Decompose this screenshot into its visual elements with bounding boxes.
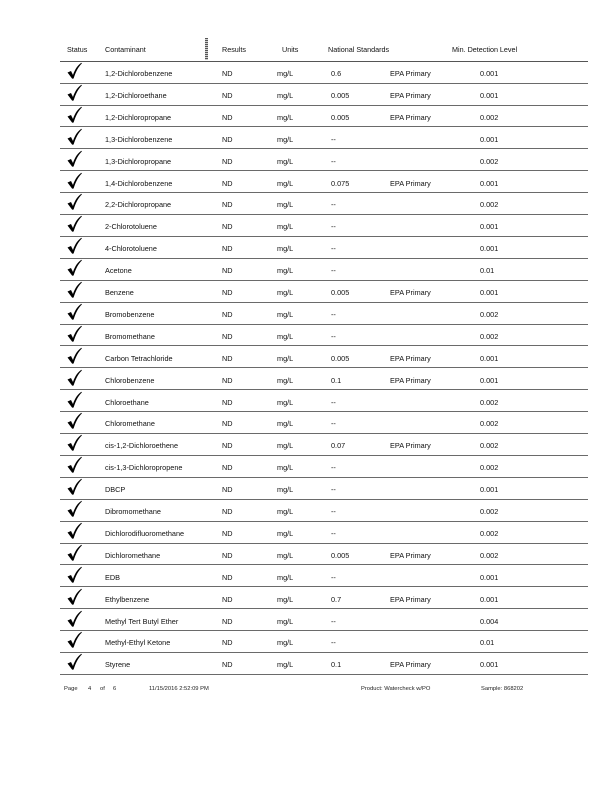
contaminant-cell: 4-Chlorotoluene bbox=[105, 244, 157, 254]
contaminant-cell: 2-Chlorotoluene bbox=[105, 222, 157, 232]
contaminant-cell: Styrene bbox=[105, 660, 131, 670]
result-cell: ND bbox=[222, 594, 233, 604]
contaminant-cell: 1,2-Dichloropropane bbox=[105, 112, 172, 122]
units-cell: mg/L bbox=[277, 419, 294, 429]
units-cell: mg/L bbox=[277, 616, 294, 626]
table-row bbox=[0, 106, 612, 128]
mdl-cell: 0.001 bbox=[480, 660, 499, 670]
mdl-cell: 0.002 bbox=[480, 507, 499, 516]
table-row bbox=[0, 347, 612, 369]
checkmark-icon bbox=[66, 544, 82, 562]
units-cell: mg/L bbox=[277, 463, 294, 473]
table-row bbox=[0, 237, 612, 259]
mdl-cell: 0.001 bbox=[480, 485, 499, 495]
mdl-cell: 0.001 bbox=[480, 69, 499, 78]
contaminant-cell: DBCP bbox=[105, 485, 126, 495]
table-row bbox=[0, 500, 612, 522]
contaminant-cell: Dichloromethane bbox=[105, 550, 161, 560]
standard-cell: 0.005 bbox=[331, 288, 350, 297]
units-cell: mg/L bbox=[277, 156, 294, 166]
units-cell: mg/L bbox=[277, 660, 294, 670]
mdl-cell: 0.002 bbox=[480, 397, 499, 407]
table-row bbox=[0, 610, 612, 632]
checkmark-icon bbox=[66, 193, 82, 211]
standard-cell: 0.07 bbox=[331, 441, 346, 451]
table-row bbox=[0, 544, 612, 566]
standard-cell: -- bbox=[331, 156, 336, 166]
checkmark-icon bbox=[66, 456, 82, 474]
units-cell: mg/L bbox=[277, 375, 294, 385]
checkmark-icon bbox=[66, 522, 82, 540]
checkmark-icon bbox=[66, 259, 82, 277]
mdl-cell: 0.002 bbox=[480, 112, 499, 122]
standard-cell: -- bbox=[331, 266, 336, 276]
mdl-cell: 0.01 bbox=[480, 266, 495, 276]
mdl-cell: 0.001 bbox=[480, 178, 499, 188]
result-cell: ND bbox=[222, 309, 233, 319]
checkmark-icon bbox=[66, 347, 82, 365]
result-cell: ND bbox=[222, 112, 233, 122]
result-cell: ND bbox=[222, 375, 233, 385]
result-cell: ND bbox=[222, 178, 233, 188]
standard-cell: 0.7 bbox=[331, 594, 342, 604]
contaminant-cell: Methyl Tert Butyl Ether bbox=[105, 616, 179, 626]
standard-cell: -- bbox=[331, 397, 336, 407]
result-cell: ND bbox=[222, 463, 233, 473]
result-cell: ND bbox=[222, 266, 233, 276]
result-cell: ND bbox=[222, 331, 233, 341]
table-row bbox=[0, 128, 612, 150]
table-row bbox=[0, 456, 612, 478]
contaminant-cell: 1,4-Dichlorobenzene bbox=[105, 178, 173, 188]
standard-cell: -- bbox=[331, 309, 336, 319]
result-cell: ND bbox=[222, 90, 233, 100]
table-row bbox=[0, 588, 612, 610]
footer-product: Product: Watercheck w/PO bbox=[361, 686, 431, 692]
table-row bbox=[0, 193, 612, 215]
agency-cell: EPA Primary bbox=[390, 90, 431, 100]
result-cell: ND bbox=[222, 638, 233, 648]
agency-cell: EPA Primary bbox=[390, 441, 431, 451]
standard-cell: 0.6 bbox=[331, 69, 342, 78]
contaminant-cell: 2,2-Dichloropropane bbox=[105, 200, 172, 210]
units-cell: mg/L bbox=[277, 397, 294, 407]
standard-cell: 0.005 bbox=[331, 353, 350, 363]
result-cell: ND bbox=[222, 616, 233, 626]
units-cell: mg/L bbox=[277, 485, 294, 495]
units-cell: mg/L bbox=[277, 112, 294, 122]
contaminant-cell: Ethylbenzene bbox=[105, 594, 150, 604]
footer-sample: Sample: 868202 bbox=[481, 686, 524, 692]
header-national-standards: National Standards bbox=[328, 45, 390, 54]
row-divider bbox=[60, 674, 588, 675]
units-cell: mg/L bbox=[277, 178, 294, 188]
contaminant-cell: Chlorobenzene bbox=[105, 375, 155, 385]
result-cell: ND bbox=[222, 485, 233, 495]
result-cell: ND bbox=[222, 550, 233, 560]
result-cell: ND bbox=[222, 222, 233, 232]
agency-cell: EPA Primary bbox=[390, 594, 431, 604]
checkmark-icon bbox=[66, 369, 82, 387]
table-row bbox=[0, 259, 612, 281]
standard-cell: -- bbox=[331, 572, 336, 582]
result-cell: ND bbox=[222, 288, 233, 297]
header-min-detection-level: Min. Detection Level bbox=[452, 45, 518, 54]
checkmark-icon bbox=[66, 434, 82, 452]
footer-of-label: of bbox=[100, 686, 105, 692]
table-row bbox=[0, 303, 612, 325]
table-row bbox=[0, 281, 612, 303]
mdl-cell: 0.001 bbox=[480, 353, 499, 363]
mdl-cell: 0.002 bbox=[480, 200, 499, 210]
units-cell: mg/L bbox=[277, 309, 294, 319]
agency-cell: EPA Primary bbox=[390, 550, 431, 560]
table-row bbox=[0, 172, 612, 194]
checkmark-icon bbox=[66, 412, 82, 430]
checkmark-icon bbox=[66, 128, 82, 146]
contaminant-cell: Bromomethane bbox=[105, 331, 155, 341]
standard-cell: -- bbox=[331, 419, 336, 429]
checkmark-icon bbox=[66, 106, 82, 124]
contaminant-cell: Benzene bbox=[105, 288, 134, 297]
contaminant-cell: cis-1,3-Dichloropropene bbox=[105, 463, 183, 473]
standard-cell: -- bbox=[331, 528, 336, 538]
standard-cell: -- bbox=[331, 638, 336, 648]
standard-cell: -- bbox=[331, 331, 336, 341]
units-cell: mg/L bbox=[277, 572, 294, 582]
agency-cell: EPA Primary bbox=[390, 288, 431, 297]
result-cell: ND bbox=[222, 660, 233, 670]
scan-marker bbox=[205, 38, 208, 60]
checkmark-icon bbox=[66, 391, 82, 409]
mdl-cell: 0.004 bbox=[480, 616, 499, 626]
checkmark-icon bbox=[66, 588, 82, 606]
table-row bbox=[0, 653, 612, 675]
header-contaminant: Contaminant bbox=[105, 45, 146, 54]
checkmark-icon bbox=[66, 653, 82, 671]
checkmark-icon bbox=[66, 631, 82, 649]
contaminant-cell: 1,3-Dichlorobenzene bbox=[105, 134, 173, 144]
contaminant-cell: EDB bbox=[105, 572, 121, 582]
mdl-cell: 0.002 bbox=[480, 331, 499, 341]
contaminant-cell: Chloroethane bbox=[105, 397, 149, 407]
standard-cell: 0.005 bbox=[331, 550, 350, 560]
standard-cell: 0.075 bbox=[331, 178, 350, 188]
units-cell: mg/L bbox=[277, 594, 294, 604]
mdl-cell: 0.001 bbox=[480, 90, 499, 100]
standard-cell: -- bbox=[331, 200, 336, 210]
result-cell: ND bbox=[222, 572, 233, 582]
units-cell: mg/L bbox=[277, 288, 294, 297]
footer-page-number: 4 bbox=[88, 686, 92, 692]
checkmark-icon bbox=[66, 62, 82, 80]
units-cell: mg/L bbox=[277, 222, 294, 232]
contaminant-cell: Methyl-Ethyl Ketone bbox=[105, 638, 171, 648]
checkmark-icon bbox=[66, 566, 82, 584]
standard-cell: -- bbox=[331, 222, 336, 232]
mdl-cell: 0.002 bbox=[480, 528, 499, 538]
mdl-cell: 0.01 bbox=[480, 638, 495, 648]
table-row bbox=[0, 522, 612, 544]
mdl-cell: 0.002 bbox=[480, 550, 499, 560]
table-row bbox=[0, 391, 612, 413]
checkmark-icon bbox=[66, 610, 82, 628]
result-cell: ND bbox=[222, 200, 233, 210]
checkmark-icon bbox=[66, 478, 82, 496]
units-cell: mg/L bbox=[277, 528, 294, 538]
units-cell: mg/L bbox=[277, 331, 294, 341]
agency-cell: EPA Primary bbox=[390, 375, 431, 385]
agency-cell: EPA Primary bbox=[390, 353, 431, 363]
contaminant-cell: Dichlorodifluoromethane bbox=[105, 528, 185, 538]
contaminant-cell: 1,3-Dichloropropane bbox=[105, 156, 172, 166]
standard-cell: -- bbox=[331, 463, 336, 473]
contaminant-cell: Dibromomethane bbox=[105, 507, 161, 516]
standard-cell: 0.1 bbox=[331, 660, 342, 670]
units-cell: mg/L bbox=[277, 244, 294, 254]
units-cell: mg/L bbox=[277, 353, 294, 363]
footer-page-total: 6 bbox=[113, 686, 117, 692]
table-row bbox=[0, 478, 612, 500]
units-cell: mg/L bbox=[277, 134, 294, 144]
mdl-cell: 0.001 bbox=[480, 244, 499, 254]
standard-cell: -- bbox=[331, 616, 336, 626]
agency-cell: EPA Primary bbox=[390, 178, 431, 188]
mdl-cell: 0.001 bbox=[480, 222, 499, 232]
units-cell: mg/L bbox=[277, 638, 294, 648]
checkmark-icon bbox=[66, 215, 82, 233]
footer-page-label: Page bbox=[64, 686, 78, 692]
mdl-cell: 0.001 bbox=[480, 572, 499, 582]
contaminant-cell: Acetone bbox=[105, 266, 132, 276]
standard-cell: 0.005 bbox=[331, 112, 350, 122]
checkmark-icon bbox=[66, 84, 82, 102]
table-row bbox=[0, 62, 612, 84]
mdl-cell: 0.002 bbox=[480, 309, 499, 319]
header-results: Results bbox=[222, 45, 246, 54]
result-cell: ND bbox=[222, 353, 233, 363]
standard-cell: -- bbox=[331, 507, 336, 516]
table-row bbox=[0, 566, 612, 588]
table-row bbox=[0, 434, 612, 456]
result-cell: ND bbox=[222, 507, 233, 516]
agency-cell: EPA Primary bbox=[390, 69, 431, 78]
header-units: Units bbox=[282, 45, 299, 54]
mdl-cell: 0.002 bbox=[480, 419, 499, 429]
units-cell: mg/L bbox=[277, 507, 294, 516]
result-cell: ND bbox=[222, 397, 233, 407]
result-cell: ND bbox=[222, 441, 233, 451]
units-cell: mg/L bbox=[277, 200, 294, 210]
standard-cell: -- bbox=[331, 244, 336, 254]
checkmark-icon bbox=[66, 325, 82, 343]
mdl-cell: 0.002 bbox=[480, 156, 499, 166]
standard-cell: 0.1 bbox=[331, 375, 342, 385]
mdl-cell: 0.001 bbox=[480, 594, 499, 604]
header-status: Status bbox=[67, 45, 88, 54]
mdl-cell: 0.002 bbox=[480, 441, 499, 451]
units-cell: mg/L bbox=[277, 266, 294, 276]
result-cell: ND bbox=[222, 528, 233, 538]
contaminant-cell: Carbon Tetrachloride bbox=[105, 353, 173, 363]
result-cell: ND bbox=[222, 156, 233, 166]
table-row bbox=[0, 215, 612, 237]
checkmark-icon bbox=[66, 172, 82, 190]
units-cell: mg/L bbox=[277, 69, 294, 78]
checkmark-icon bbox=[66, 237, 82, 255]
table-row bbox=[0, 412, 612, 434]
checkmark-icon bbox=[66, 281, 82, 299]
checkmark-icon bbox=[66, 150, 82, 168]
agency-cell: EPA Primary bbox=[390, 112, 431, 122]
contaminant-cell: 1,2-Dichloroethane bbox=[105, 90, 167, 100]
mdl-cell: 0.001 bbox=[480, 375, 499, 385]
table-row bbox=[0, 150, 612, 172]
table-row bbox=[0, 369, 612, 391]
result-cell: ND bbox=[222, 419, 233, 429]
contaminant-cell: Chloromethane bbox=[105, 419, 155, 429]
units-cell: mg/L bbox=[277, 90, 294, 100]
footer-timestamp: 11/15/2016 2:52:09 PM bbox=[149, 686, 209, 692]
table-row bbox=[0, 631, 612, 653]
contaminant-cell: Bromobenzene bbox=[105, 309, 155, 319]
result-cell: ND bbox=[222, 134, 233, 144]
result-cell: ND bbox=[222, 244, 233, 254]
checkmark-icon bbox=[66, 500, 82, 518]
contaminant-cell: 1,2-Dichlorobenzene bbox=[105, 69, 173, 78]
units-cell: mg/L bbox=[277, 441, 294, 451]
mdl-cell: 0.002 bbox=[480, 463, 499, 473]
standard-cell: -- bbox=[331, 485, 336, 495]
result-cell: ND bbox=[222, 69, 233, 78]
agency-cell: EPA Primary bbox=[390, 660, 431, 670]
mdl-cell: 0.001 bbox=[480, 134, 499, 144]
checkmark-icon bbox=[66, 303, 82, 321]
mdl-cell: 0.001 bbox=[480, 288, 499, 297]
contaminant-cell: cis-1,2-Dichloroethene bbox=[105, 441, 179, 451]
table-row bbox=[0, 84, 612, 106]
standard-cell: -- bbox=[331, 134, 336, 144]
table-row bbox=[0, 325, 612, 347]
standard-cell: 0.005 bbox=[331, 90, 350, 100]
units-cell: mg/L bbox=[277, 550, 294, 560]
